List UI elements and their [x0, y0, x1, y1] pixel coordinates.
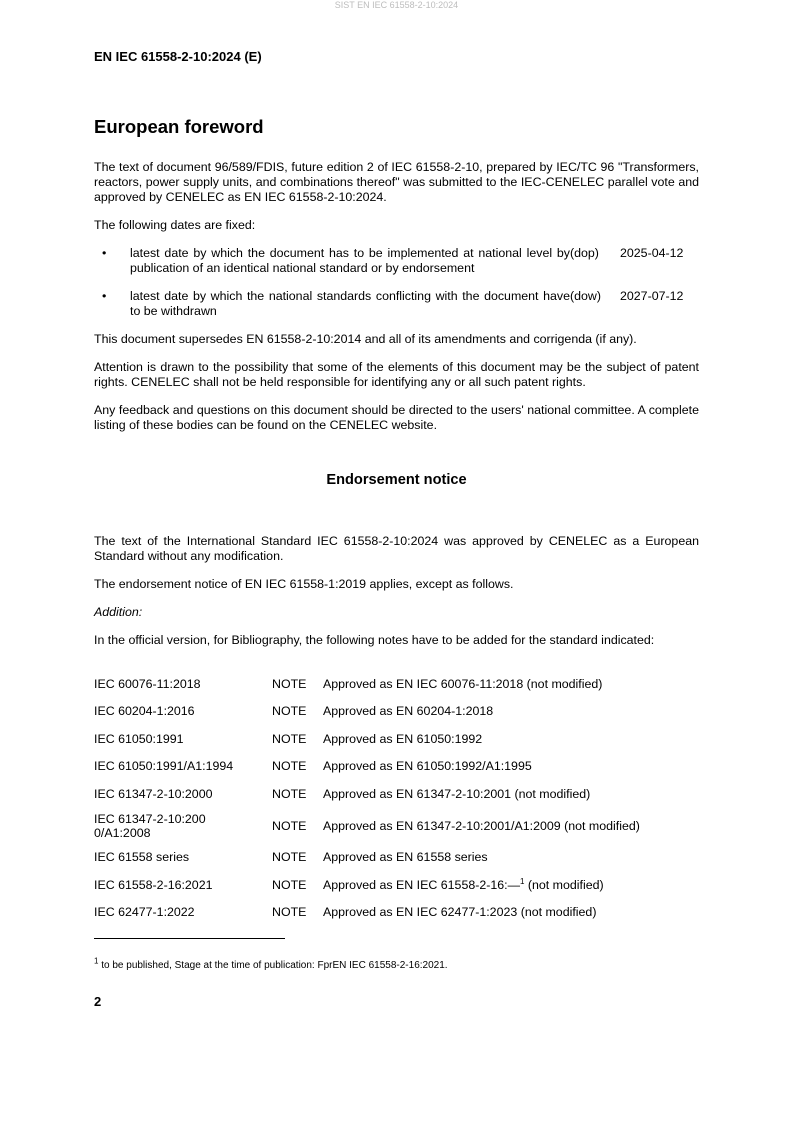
date-item-text: latest date by which the document has to be implemented at national level by publication of an identical national standard or by endorsement [130, 246, 570, 275]
footnote-text: to be published, Stage at the time of publication: FprEN IEC 61558-2-16:2021. [98, 960, 448, 971]
table-row [94, 698, 640, 726]
date-item-date: 2025-04-12 [620, 246, 684, 260]
table-row [94, 871, 640, 899]
watermark: SIST EN IEC 61558-2-10:2024 [334, 0, 459, 10]
addition-label: Addition: [94, 605, 143, 619]
standard-ref: IEC 62477-1:2022 [94, 905, 195, 920]
note-label: NOTE [272, 850, 307, 865]
standard-ref: IEC 61050:1991/A1:1994 [94, 759, 234, 774]
date-item-text: latest date by which the national standards conflicting with the document have to be withdrawn [130, 289, 570, 318]
footnote [94, 956, 699, 972]
note-text: Approved as EN 61050:1992 [323, 731, 483, 746]
note-text: Approved as EN 61558 series [323, 850, 488, 865]
feedback-text: Any feedback and questions on this document should be directed to the users' national committee. A complete listing of these bodies can be found on the CENELEC website. [94, 403, 699, 432]
standard-ref: IEC 60076-11:2018 [94, 676, 201, 691]
footnote-divider [94, 938, 285, 939]
note-text: Approved as EN 60204-1:2018 [323, 704, 494, 719]
patent-text: Attention is drawn to the possibility that some of the elements of this document may be the subject of patent rights. CENELEC shall not be held responsible for identifying any or all such patent rights. [94, 360, 699, 389]
note-text: Approved as EN 61347-2-10:2001 (not modified) [323, 786, 591, 801]
note-text: Approved as EN IEC 62477-1:2023 (not modified) [323, 905, 597, 920]
endorsement-title: Endorsement notice [326, 472, 467, 488]
bibliography-intro: In the official version, for Bibliography, the following notes have to be added for the standard indicated: [94, 633, 655, 647]
date-item-date: 2027-07-12 [620, 289, 684, 303]
note-label: NOTE [272, 818, 307, 833]
endorsement-applies: The endorsement notice of EN IEC 61558-1:2019 applies, except as follows. [94, 577, 514, 591]
note-text: Approved as EN IEC 60076-11:2018 (not modified) [323, 676, 603, 691]
table-row [94, 899, 640, 927]
standard-ref: IEC 61558-2-16:2021 [94, 877, 213, 892]
page-content [94, 116, 699, 1009]
footnote-mark: 1 [94, 956, 99, 966]
endorsement-text: The text of the International Standard IEC 61558-2-10:2024 was approved by CENELEC as a European Standard without any modification. [94, 534, 699, 563]
standard-ref: IEC 61050:1991 [94, 731, 184, 746]
standard-ref [94, 808, 272, 844]
table-row [94, 725, 640, 753]
foreword-intro: The text of document 96/589/FDIS, future edition 2 of IEC 61558-2-10, prepared by IEC/TC 96 "Transformers, reactors, power supply units, and combinations thereof" was submitted to the IEC-CENELEC parallel vote and approved by CENELEC as EN IEC 61558-2-10:2024. [94, 160, 699, 204]
notes-table [94, 670, 640, 926]
table-row [94, 844, 640, 872]
foreword-title: European foreword [94, 116, 264, 137]
note-text: Approved as EN 61347-2-10:2001/A1:2009 (not modified) [323, 818, 640, 833]
document-header: EN IEC 61558-2-10:2024 (E) [94, 49, 262, 64]
note-label: NOTE [272, 759, 307, 774]
note-label: NOTE [272, 676, 307, 691]
note-text: Approved as EN 61050:1992/A1:1995 [323, 759, 532, 774]
bullet: • [102, 246, 107, 260]
note-text [323, 871, 640, 899]
standard-ref: IEC 61558 series [94, 850, 190, 865]
dates-intro: The following dates are fixed: [94, 218, 256, 232]
date-item-abbr: (dow) [570, 289, 601, 303]
supersedes-text: This document supersedes EN 61558-2-10:2014 and all of its amendments and corrigenda (if any). [94, 332, 637, 346]
date-item [94, 289, 699, 319]
date-item-abbr: (dop) [570, 246, 599, 260]
standard-ref-text: IEC 61347-2-10:2000/A1:2008 [94, 811, 206, 840]
note-text-main: Approved as EN IEC 61558-2-16:— [323, 877, 520, 892]
note-text-suffix: (not modified) [524, 877, 604, 892]
footnote-ref[interactable]: 1 [519, 876, 525, 886]
note-label: NOTE [272, 731, 307, 746]
table-row [94, 670, 640, 698]
note-label: NOTE [272, 877, 307, 892]
page-number: 2 [94, 994, 102, 1009]
bullet: • [102, 289, 107, 303]
note-label: NOTE [272, 786, 307, 801]
note-label: NOTE [272, 704, 307, 719]
table-row [94, 780, 640, 808]
date-item [94, 246, 699, 276]
standard-ref: IEC 60204-1:2016 [94, 704, 195, 719]
note-label: NOTE [272, 905, 307, 920]
table-row [94, 753, 640, 781]
standard-ref: IEC 61347-2-10:2000 [94, 786, 213, 801]
table-row [94, 808, 640, 844]
